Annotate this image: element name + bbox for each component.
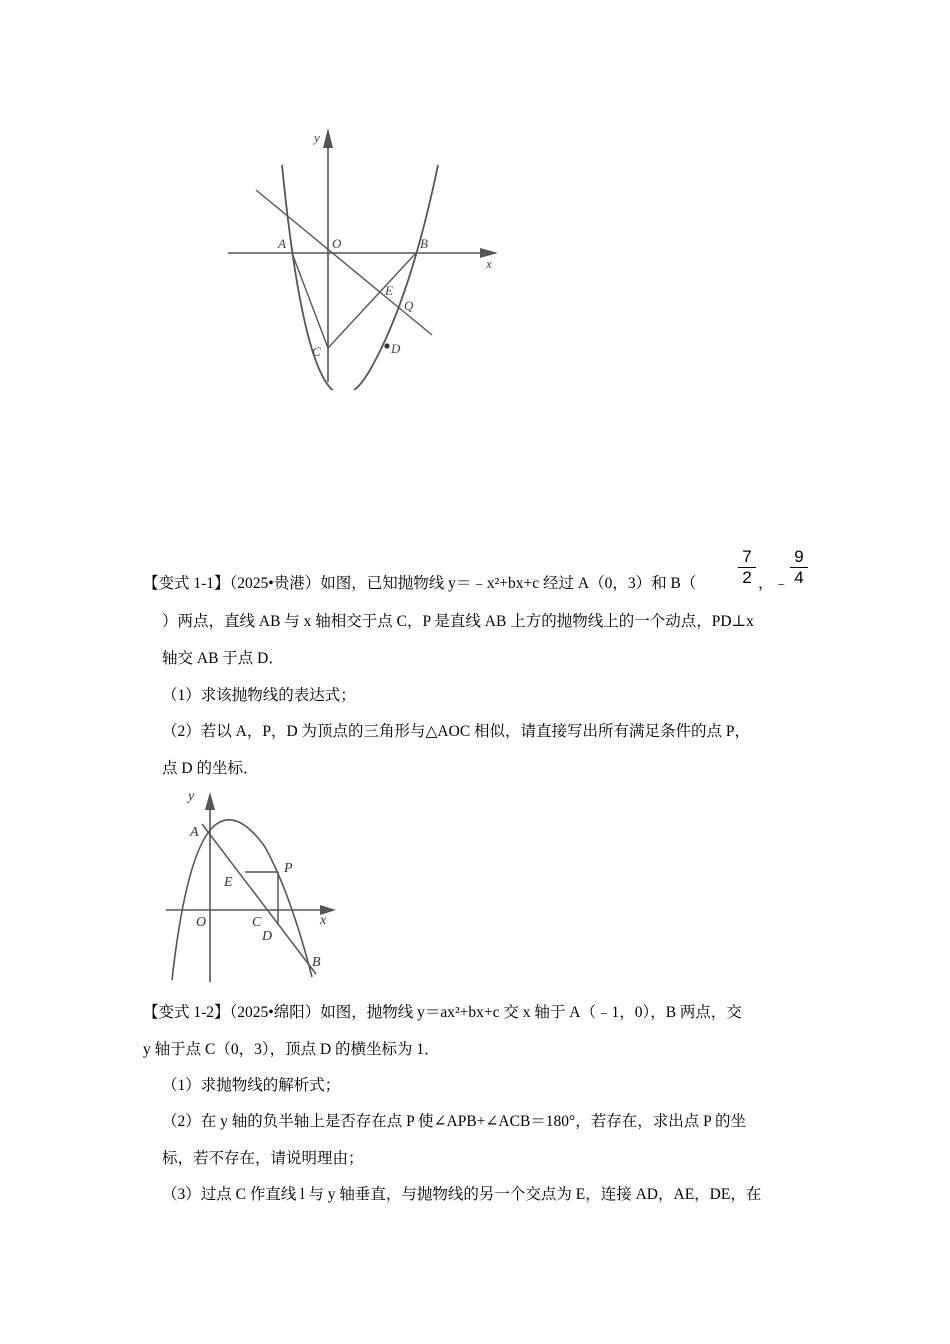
problem2-tag: 【变式 1-2】: [143, 1004, 230, 1021]
figure-1-parabola-diagram: [220, 120, 510, 390]
fig1-label-a: A: [278, 236, 286, 251]
fig2-label-b: B: [312, 955, 321, 970]
problem1-separator: ，﹣: [758, 575, 790, 592]
fig1-line-ac: [292, 253, 328, 348]
problem1-line1: [143, 574, 696, 594]
problem2-line2: y 轴于点 C（0，3），顶点 D 的横坐标为 1．: [143, 1041, 440, 1058]
fig1-line-oq: [256, 190, 432, 335]
problem2-question1: （1）求抛物线的解析式；: [162, 1077, 341, 1094]
problem2-question2-line2: 标，若不存在，请说明理由；: [162, 1150, 364, 1167]
fig2-label-e: E: [224, 875, 233, 890]
problem1-question1: （1）求该抛物线的表达式；: [162, 687, 356, 704]
figure-2-parabola-diagram: [160, 782, 340, 987]
problem1-question2-line1: （2）若以 A，P，D 为顶点的三角形与△AOC 相似，请直接写出所有满足条件的点 P，: [162, 723, 751, 740]
frac2-denominator: 4: [794, 568, 804, 587]
fig1-label-e: E: [385, 283, 393, 298]
fig2-label-d: D: [262, 929, 273, 944]
fig1-parabola: [282, 165, 438, 390]
problem2-line1-text: 如图，抛物线 y＝ax²+bx+c 交 x 轴于 A（﹣1，0），B 两点，交: [320, 1004, 742, 1021]
fig2-label-x: x: [320, 913, 327, 928]
problem1-source: （2025•贵港）: [229, 575, 321, 592]
problem2-line1: [143, 1003, 742, 1023]
problem2-source: （2025•绵阳）: [229, 1004, 321, 1021]
fig1-y-arrow: [323, 128, 333, 148]
problem1-question2-line2: 点 D 的坐标．: [162, 760, 259, 777]
problem1-fraction-9-4: [790, 548, 808, 586]
frac1-denominator: 2: [742, 568, 752, 587]
frac1-numerator: 7: [742, 547, 752, 566]
fig1-label-x: x: [486, 256, 492, 271]
fig2-label-c: C: [252, 915, 262, 930]
fig1-label-d: D: [391, 341, 401, 356]
problem1-fraction-7-2: [738, 548, 756, 586]
fig1-label-o: O: [332, 236, 342, 251]
fig2-label-y: y: [188, 789, 195, 804]
frac2-numerator: 9: [794, 547, 804, 566]
problem2-question2-line1: （2）在 y 轴的负半轴上是否存在点 P 使∠APB+∠ACB＝180°，若存在，求出点 P 的坐: [162, 1113, 747, 1130]
fig1-line-cb: [328, 253, 416, 348]
fig2-label-o: O: [196, 915, 207, 930]
fig2-y-arrow: [205, 792, 215, 810]
problem1-line2: ）两点，直线 AB 与 x 轴相交于点 C，P 是直线 AB 上方的抛物线上的一个动点，PD⊥x: [162, 613, 754, 630]
fig2-label-p: P: [284, 861, 293, 876]
fig1-label-c: C: [312, 344, 321, 359]
fig1-point-d: [384, 343, 389, 348]
fig2-line-ab: [202, 824, 316, 974]
fig2-label-a: A: [190, 825, 199, 840]
problem1-line3: 轴交 AB 于点 D．: [162, 650, 284, 667]
fig1-label-b: B: [420, 236, 428, 251]
problem2-question3-line1: （3）过点 C 作直线 l 与 y 轴垂直，与抛物线的另一个交点为 E，连接 AD，AE，DE，在: [162, 1186, 762, 1203]
problem1-tag: 【变式 1-1】: [143, 575, 230, 592]
problem1-line1-text: 如图，已知抛物线 y＝﹣x²+bx+c 经过 A（0，3）和 B（: [320, 575, 697, 592]
fig1-label-y: y: [314, 130, 320, 145]
fig2-parabola: [172, 820, 312, 980]
fig1-label-q: Q: [404, 298, 414, 313]
